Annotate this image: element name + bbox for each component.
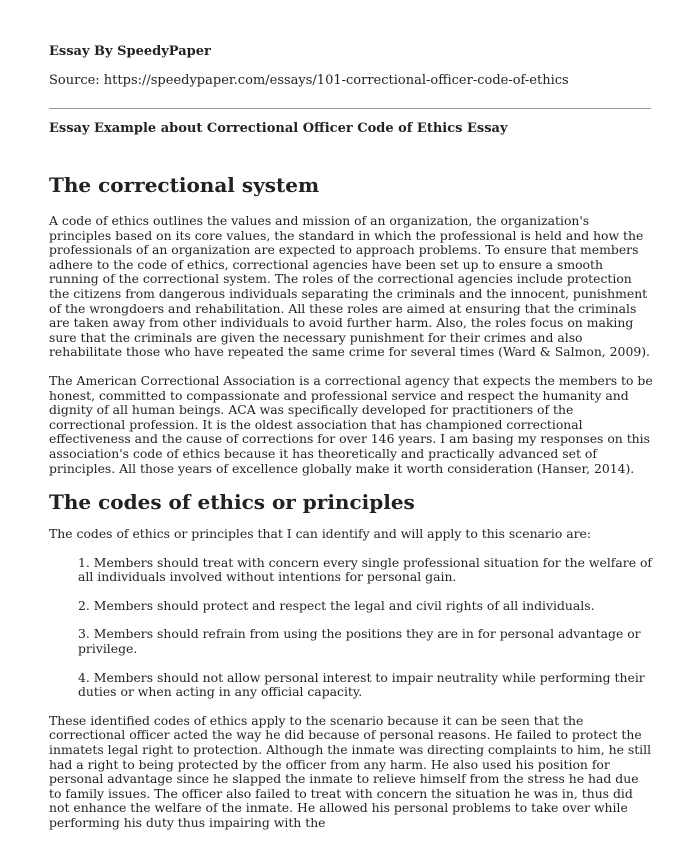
essay-body (49, 163, 653, 845)
list-item: 2. Members should protect and respect the legal and civil rights of all individuals. (78, 597, 595, 613)
paragraph: These identified codes of ethics apply to the scenario because it can be seen that the correctional officer acted the way he did because of personal reasons. He failed to protect the inmatets legal right to protection. Although the inmate was directing complaints to him, he still had a right to being protected by the officer from any harm. He also used his position for personal advantage since he slapped the inmate to relieve himself from the stress he had due to family issues. The officer also failed to treat with concern the situation he was in, thus did not enhance the welfare of the inmate. He allowed his personal problems to take over while performing his duty thus impairing with the (49, 712, 652, 830)
source-line: Source: https://speedypaper.com/essays/101-correctional-officer-code-of-ethics (49, 73, 569, 88)
list-item: 3. Members should refrain from using the positions they are in for personal advantage or privilege. (78, 626, 641, 657)
paragraph: A code of ethics outlines the values and mission of an organization, the organization's principles based on its core values, the standard in which the professional is held and how the professionals of an organization are expected to approach problems. To ensure that members adhere to the code of ethics, correctional agencies have been set up to ensure a smooth running of the correctional system. The roles of the correctional agencies include protection the citizens from dangerous individuals separating the criminals and the innocent, punishment of the wrongdoers and rehabilitation. All these roles are aimed at ensuring that the criminals are taken away from other individuals to avoid further harm. Also, the roles focus on making sure that the criminals are given the necessary punishment for their crimes and also rehabilitate those who have repeated the same crime for several times (Ward & Salmon, 2009). (49, 213, 650, 360)
ethics-list (49, 556, 653, 700)
paragraph: The American Correctional Association is a correctional agency that expects the members to be honest, committed to compassionate and professional service and respect the humanity and dignity of all human beings. ACA was specifically developed for practitioners of the correctional profession. It is the oldest association that has championed correctional effectiveness and the cause of corrections for over 146 years. I am basing my responses on this association's code of ethics because it has theoretically and practically advanced set of principles. All those years of excellence globally make it worth consideration (Hanser, 2014). (49, 372, 653, 476)
header-divider (49, 108, 651, 109)
list-item: 4. Members should not allow personal interest to impair neutrality while performing their duties or when acting in any official capacity. (78, 669, 645, 700)
paragraph-intro: The codes of ethics or principles that I can identify and will apply to this scenario are: (49, 526, 592, 542)
section-heading-codes-of-ethics: The codes of ethics or principles (49, 490, 415, 515)
list-item: 1. Members should treat with concern every single professional situation for the welfare of all individuals involved without intentions for personal gain. (78, 554, 653, 585)
essay-title: Essay Example about Correctional Officer Code of Ethics Essay (49, 121, 508, 136)
section-heading-correctional-system: The correctional system (49, 173, 320, 197)
brand-label: Essay By SpeedyPaper (49, 44, 211, 59)
